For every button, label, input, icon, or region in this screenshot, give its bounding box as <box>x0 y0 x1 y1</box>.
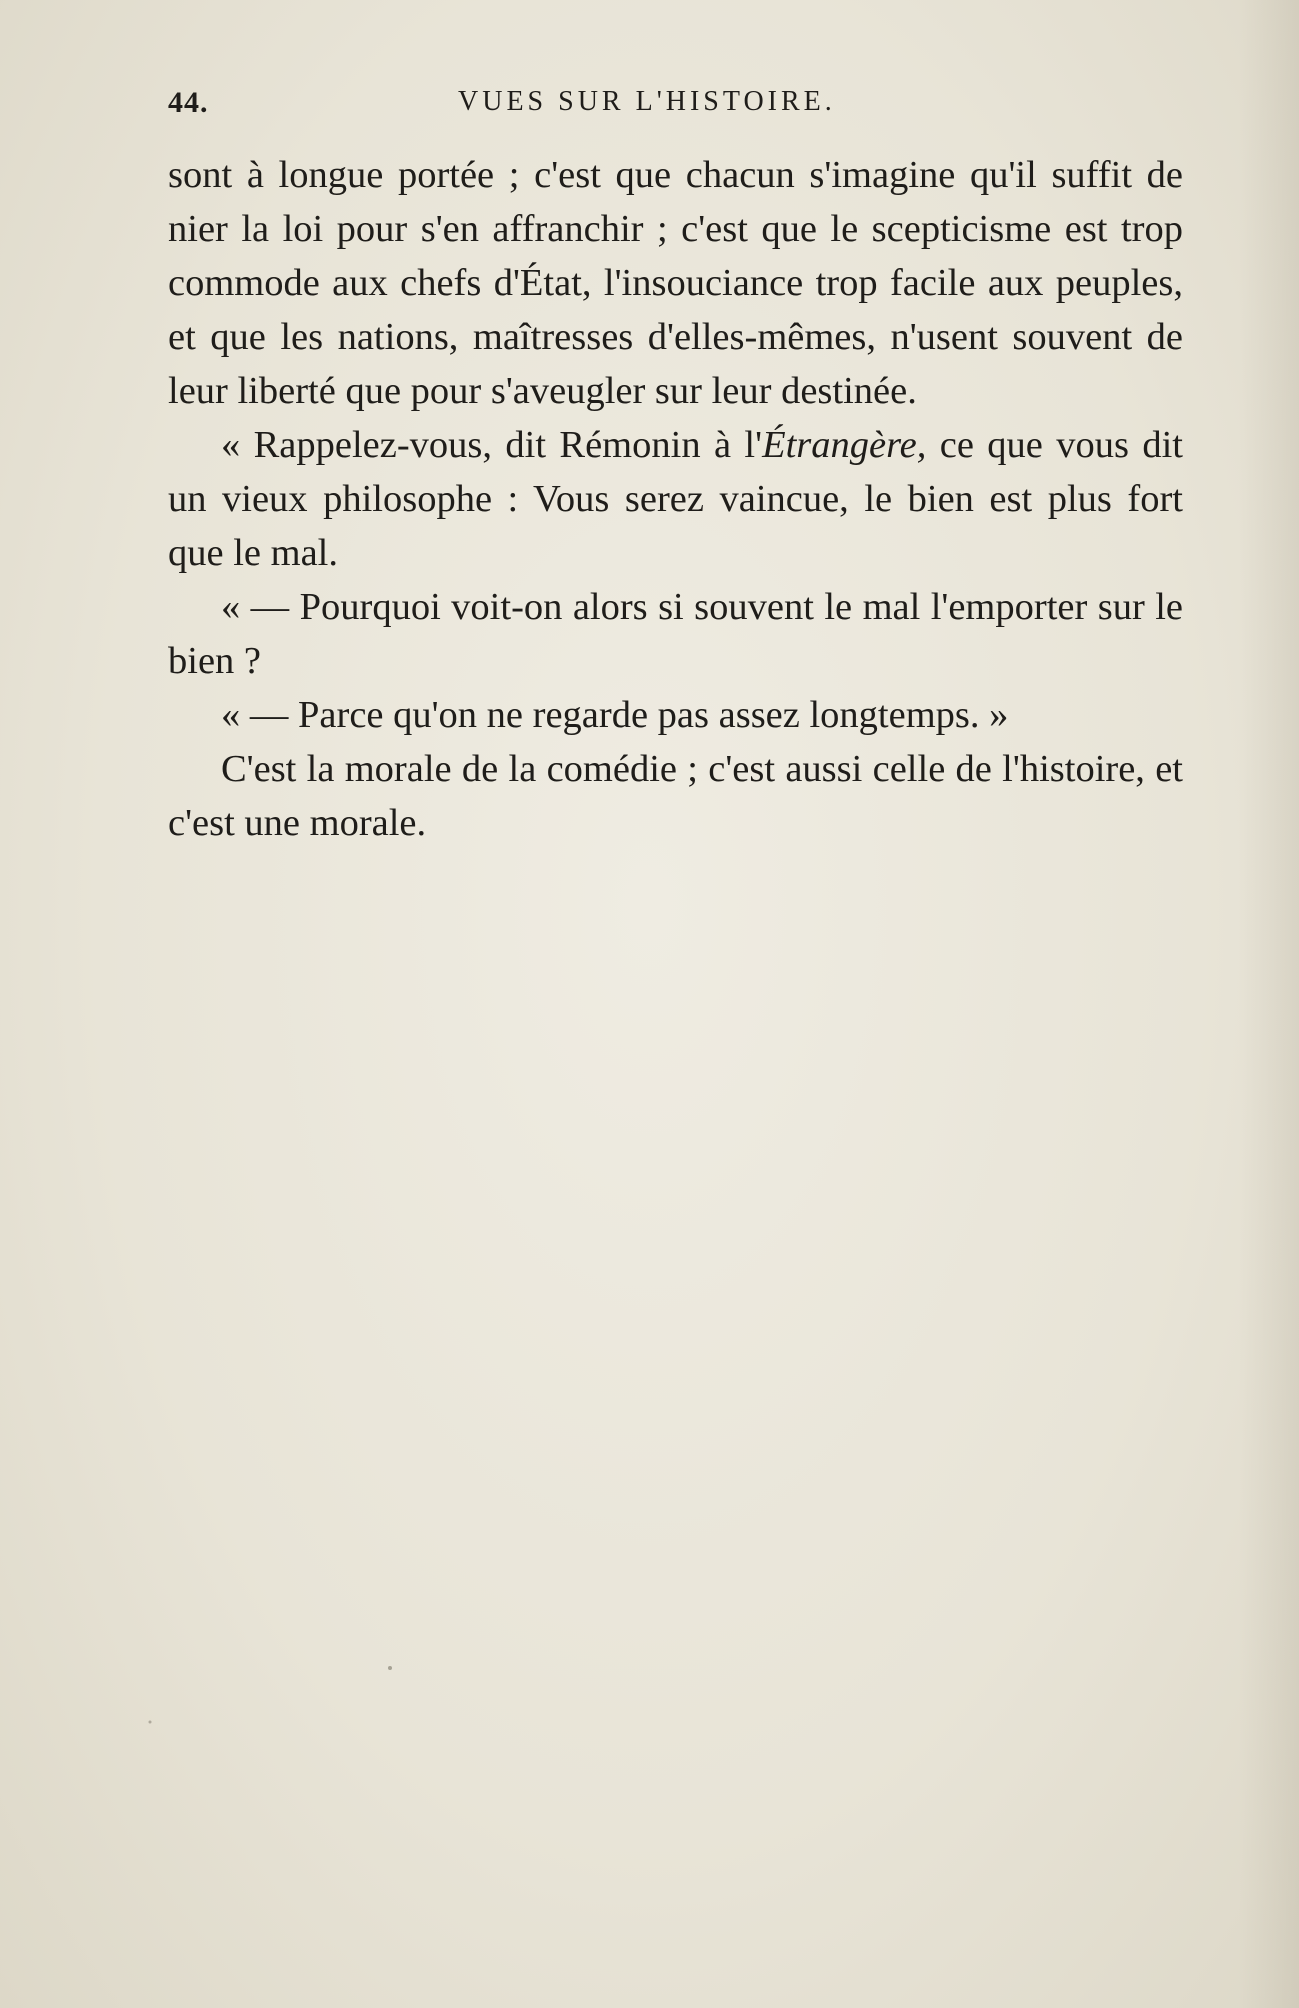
paper-speck <box>149 1721 152 1724</box>
play-title-italic: Étrangère, <box>762 424 927 466</box>
paragraph-2 <box>168 418 1183 580</box>
running-title: VUES SUR L'HISTOIRE. <box>458 86 836 117</box>
paragraph-4: « — Parce qu'on ne regarde pas assez longtemps. » <box>221 694 1009 736</box>
paragraph-1: sont à longue portée ; c'est que chacun s'imagine qu'il suffit de nier la loi pour s'en affranchir ; c'est que le scepticisme est trop commode aux chefs d'État, l'insouciance trop facile aux peuples, et que les nations, maîtresses d'elles-mêmes, n'usent souvent de leur liberté que pour s'aveugler sur leur destinée. <box>168 154 1183 412</box>
body-text <box>168 148 1183 850</box>
paragraph-5: C'est la morale de la comédie ; c'est aussi celle de l'histoire, et c'est une morale. <box>168 748 1183 844</box>
page-number: 44. <box>168 86 209 119</box>
paper-speck <box>388 1666 392 1670</box>
paragraph-2-end: ce que vous dit un vieux philosophe : Vous serez vaincue, le bien est plus fort que le mal. <box>168 424 1184 574</box>
paragraph-2-start: « Rappelez-vous, dit Rémonin à l' <box>221 424 763 466</box>
paragraph-3: « — Pourquoi voit-on alors si souvent le mal l'emporter sur le bien ? <box>168 586 1183 682</box>
page-header <box>168 86 1183 126</box>
